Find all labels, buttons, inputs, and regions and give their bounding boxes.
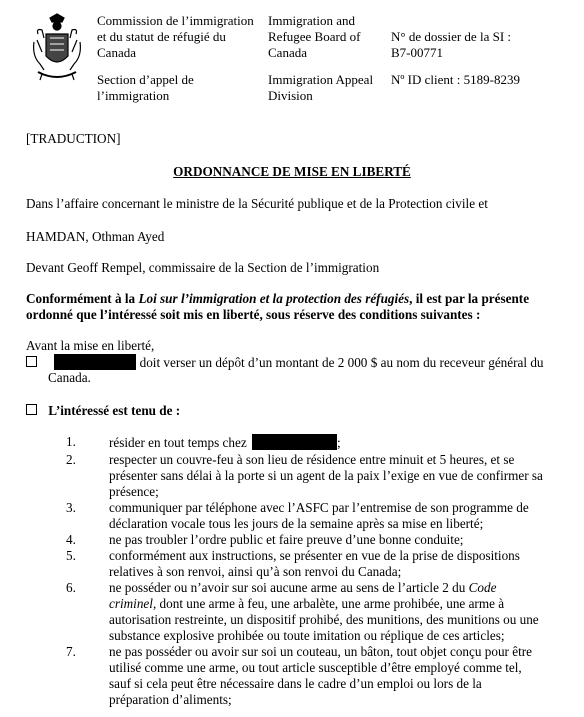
condition-6-line2: criminel, dont une arme à feu, une arbalète, une arme prohibée, une arme à	[109, 596, 505, 611]
condition-7-line3: sauf si cela peut être nécessaire dans le cadre d’un emploi ou lors de la	[109, 676, 482, 691]
condition-5-line2: relatives à son renvoi, ainsi qu’à son renvoi du Canada;	[109, 564, 402, 579]
deposit-condition: doit verser un dépôt d’un montant de 2 000 $ au nom du receveur général du	[26, 354, 544, 371]
condition-2-line1: respecter un couvre-feu à son lieu de résidence entre minuit et 5 heures, et se	[109, 452, 515, 467]
order-statement-line2: ordonné que l’intéressé soit mis en liberté, sous réserve des conditions suivantes :	[26, 307, 481, 322]
condition-3-line1: communiquer par téléphone avec l’ASFC par l’entremise de son programme de	[109, 500, 529, 515]
condition-number: 6.	[66, 580, 76, 595]
condition-7-line4: préparation d’aliments;	[109, 692, 232, 707]
condition-2-line2: présenter sans délai à la porte si un agent de la paix l’exige en vue de confirmer sa	[109, 468, 543, 483]
matter-line: Dans l’affaire concernant le ministre de la Sécurité publique et de la Protection civile et	[26, 196, 488, 211]
before-release-label: Avant la mise en liberté,	[26, 338, 155, 353]
checkbox-icon	[26, 356, 37, 367]
condition-number: 4.	[66, 532, 76, 547]
condition-4-line1: ne pas troubler l’ordre public et faire preuve d’une bonne conduite;	[109, 532, 464, 547]
canada-coat-of-arms-icon	[28, 12, 86, 84]
condition-6-line4: substance explosive prohibée ou toute imitation ou réplique de ces articles;	[109, 628, 505, 643]
deposit-condition-line2: Canada.	[48, 370, 91, 385]
redacted-block	[54, 354, 136, 370]
redacted-block	[252, 434, 337, 450]
condition-number: 2.	[66, 452, 76, 467]
condition-number: 3.	[66, 500, 76, 515]
condition-6-line1: ne posséder ou n’avoir sur soi aucune arme au sens de l’article 2 du Code	[109, 580, 497, 595]
condition-6-line3: autorisation restreinte, un dispositif prohibé, des munitions, des munitions ou une	[109, 612, 539, 627]
decision-maker: Devant Geoff Rempel, commissaire de la Section de l’immigration	[26, 260, 380, 275]
condition-1: résider en tout temps chez ;	[109, 435, 341, 450]
file-number: N° de dossier de la SI : B7-00771	[391, 29, 512, 60]
condition-5-line1: conformément aux instructions, se présenter en vue de la prise de dispositions	[109, 548, 520, 563]
condition-2-line3: présence;	[109, 484, 159, 499]
order-statement-line1: Conformément à la Loi sur l’immigration et la protection des réfugiés, il est par la présente	[26, 291, 530, 306]
person-name: HAMDAN, Othman Ayed	[26, 229, 165, 244]
client-id: Nº ID client : 5189-8239	[391, 72, 520, 87]
checkbox-icon	[26, 404, 37, 415]
commission-name-fr: Commission de l’immigration et du statut de réfugié du Canada	[97, 13, 254, 60]
obligations-heading: L’intéressé est tenu de :	[26, 403, 180, 419]
division-name-fr: Section d’appel de l’immigration	[97, 72, 194, 103]
law-name: Loi sur l’immigration et la protection des réfugiés	[138, 291, 410, 306]
division-name-en: Immigration Appeal Division	[268, 72, 374, 103]
condition-number: 5.	[66, 548, 76, 563]
condition-3-line2: déclaration vocale tous les jours de la semaine après sa mise en liberté;	[109, 516, 484, 531]
document-title: ORDONNANCE DE MISE EN LIBERTÉ	[173, 164, 411, 179]
condition-number: 7.	[66, 644, 76, 659]
traduction-label: [TRADUCTION]	[26, 131, 121, 146]
condition-7-line2: utilisé comme une arme, ou tout article susceptible d’être employé comme tel,	[109, 660, 522, 675]
board-name-en: Immigration and Refugee Board of Canada	[268, 13, 361, 60]
condition-number: 1.	[66, 434, 76, 449]
condition-7-line1: ne pas posséder ou avoir sur soi un couteau, un bâton, tout objet conçu pour être	[109, 644, 532, 659]
